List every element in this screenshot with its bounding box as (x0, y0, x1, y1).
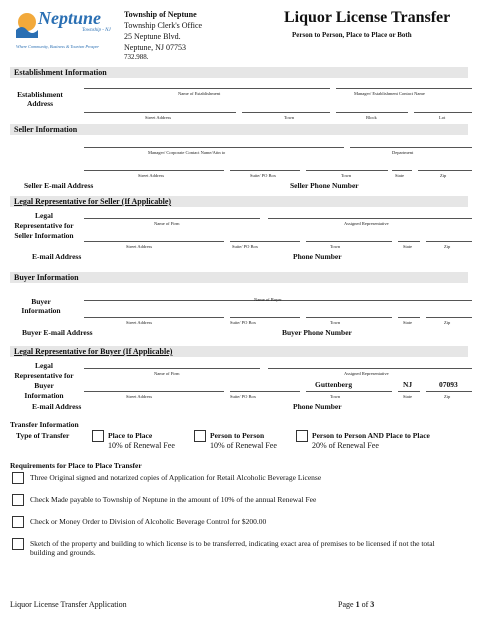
city-line: Neptune, NJ 07753 (124, 43, 186, 52)
requirement-checkbox[interactable] (12, 494, 24, 506)
township-name: Township of Neptune (124, 10, 197, 19)
caption-seller-manager: Manager/ Corporate Contact Name/Attn to (148, 150, 226, 155)
establishment-name-field[interactable] (84, 88, 330, 89)
seller-town-field[interactable] (306, 170, 388, 171)
caption-department: Department (392, 150, 414, 155)
establishment-address-label: Establishment Address (17, 90, 63, 108)
seller-rep-firm-field[interactable] (84, 218, 260, 219)
section-establishment (10, 67, 468, 78)
option-title: Person to Person AND Place to Place (312, 431, 430, 440)
caption-state: State (395, 173, 404, 178)
buyer-rep-suite-field[interactable] (230, 391, 300, 392)
section-buyer-rep (10, 346, 468, 357)
township-address (124, 9, 202, 62)
street-line: 25 Neptune Blvd. (124, 32, 181, 41)
caption-street: Street Address (126, 244, 153, 249)
establishment-town-field[interactable] (242, 112, 330, 113)
section-seller (10, 124, 468, 135)
seller-rep-phone-label: Phone Number (293, 252, 342, 261)
caption-state: State (403, 244, 412, 249)
option-title: Place to Place (108, 431, 153, 440)
seller-rep-street-field[interactable] (84, 241, 224, 242)
buyer-rep-state-field[interactable] (398, 391, 420, 392)
caption-zip: Zip (444, 244, 451, 249)
buyer-email-label: Buyer E-mail Address (22, 328, 93, 337)
option-fee: 20% of Renewal Fee (312, 441, 379, 450)
buyer-rep-label: Legal Representative for Buyer Information (14, 361, 74, 400)
caption-town: Town (330, 320, 341, 325)
caption-zip: Zip (444, 320, 451, 325)
seller-rep-assigned-field[interactable] (268, 218, 472, 219)
caption-state: State (403, 320, 412, 325)
section-title: Buyer Information (14, 273, 79, 282)
neptune-logo (14, 6, 114, 50)
option-title: Person to Person (210, 431, 265, 440)
caption-town: Town (284, 115, 295, 120)
page-current: 1 (355, 600, 360, 609)
seller-rep-label: Legal Representative for Seller Information (14, 211, 74, 240)
seller-state-field[interactable] (392, 170, 412, 171)
caption-zip: Zip (444, 394, 451, 399)
buyer-state-field[interactable] (398, 317, 420, 318)
buyer-rep-assigned-field[interactable] (268, 368, 472, 369)
transfer-heading: Transfer Information (10, 420, 79, 429)
caption-street: Street Address (126, 394, 153, 399)
requirement-text: Check Made payable to Township of Neptune in the amount of 10% of the annual Renewal Fee (30, 495, 317, 504)
buyer-street-field[interactable] (84, 317, 224, 318)
sun-wave-icon (14, 10, 40, 40)
requirement-checkbox[interactable] (12, 516, 24, 528)
buyer-rep-town-field[interactable] (306, 391, 392, 392)
phone-line: 732.988. (124, 53, 149, 61)
seller-phone-label: Seller Phone Number (290, 181, 359, 190)
option-fee: 10% of Renewal Fee (108, 441, 175, 450)
both-transfer-checkbox[interactable] (296, 430, 308, 442)
buyer-rep-town-value[interactable]: Guttenberg (315, 380, 353, 389)
seller-rep-email-label: E-mail Address (32, 252, 82, 261)
caption-assigned: Assigned Representative (344, 371, 389, 376)
buyer-suite-field[interactable] (230, 317, 300, 318)
requirement-text: Sketch of the property and building to which license is to be transferred, indicating exact area of premises to be licensed if not the total building and grounds. (30, 539, 435, 557)
section-title: Seller Information (14, 125, 78, 134)
caption-buyer-name: Name of Buyer (254, 297, 282, 302)
caption-name-of-establishment: Name of Establishment (178, 91, 221, 96)
caption-zip: Zip (440, 173, 447, 178)
seller-department-field[interactable] (350, 147, 472, 148)
page-title: Liquor License Transfer (284, 9, 451, 26)
footer-title: Liquor License Transfer Application (10, 600, 127, 609)
caption-town: Town (330, 244, 341, 249)
buyer-rep-firm-field[interactable] (84, 368, 260, 369)
section-seller-rep (10, 196, 468, 207)
requirement-text: Three Original signed and notarized copies of Application for Retail Alcoholic Beverage License (30, 473, 322, 482)
clerk-office: Township Clerk's Office (124, 21, 203, 30)
caption-suite: Suite/ PO Box (250, 173, 277, 178)
page-prefix: Page (338, 600, 356, 609)
place-to-place-checkbox[interactable] (92, 430, 104, 442)
establishment-block-field[interactable] (336, 112, 408, 113)
seller-rep-zip-field[interactable] (426, 241, 472, 242)
caption-town: Town (341, 173, 352, 178)
requirements-heading: Requirements for Place to Place Transfer (10, 461, 142, 470)
establishment-lot-field[interactable] (414, 112, 472, 113)
buyer-rep-zip-field[interactable] (426, 391, 472, 392)
seller-rep-suite-field[interactable] (230, 241, 300, 242)
page-total: 3 (370, 600, 375, 609)
page-number (338, 600, 374, 609)
transfer-type-label: Type of Transfer (16, 431, 70, 440)
manager-contact-field[interactable] (336, 88, 472, 89)
caption-firm: Name of Firm (154, 371, 180, 376)
requirement-checkbox[interactable] (12, 472, 24, 484)
logo-tagline: Where Community, Business & Tourism Prosper (16, 44, 100, 49)
caption-street: Street Address (145, 115, 172, 120)
caption-town: Town (330, 394, 341, 399)
seller-manager-field[interactable] (84, 147, 344, 148)
caption-block: Block (366, 115, 377, 120)
seller-rep-state-field[interactable] (398, 241, 420, 242)
logo-name: Neptune (38, 8, 101, 28)
seller-suite-field[interactable] (230, 170, 300, 171)
caption-suite: Suite/ PO Box (230, 320, 257, 325)
caption-manager-contact: Manager/ Establishment Contact Name (354, 91, 425, 96)
seller-rep-town-field[interactable] (306, 241, 392, 242)
buyer-town-field[interactable] (306, 317, 392, 318)
caption-suite: Suite/ PO Box (230, 394, 257, 399)
section-title: Establishment Information (14, 68, 107, 77)
page-of: of (359, 600, 371, 609)
logo-sub: Township - NJ (82, 28, 111, 33)
seller-email-label: Seller E-mail Address (24, 181, 94, 190)
section-title: Legal Representative for Buyer (If Applicable) (14, 347, 173, 356)
buyer-zip-field[interactable] (426, 317, 472, 318)
caption-state: State (403, 394, 412, 399)
buyer-rep-state-value[interactable]: NJ (403, 380, 413, 389)
caption-lot: Lot (439, 115, 446, 120)
seller-street-field[interactable] (84, 170, 224, 171)
page-subtitle: Person to Person, Place to Place or Both (292, 31, 412, 39)
buyer-phone-label: Buyer Phone Number (282, 328, 352, 337)
caption-suite: Suite/ PO Box (232, 244, 259, 249)
person-to-person-checkbox[interactable] (194, 430, 206, 442)
buyer-info-label: Buyer Information (21, 297, 61, 315)
seller-zip-field[interactable] (418, 170, 472, 171)
requirement-checkbox[interactable] (12, 538, 24, 550)
buyer-rep-zip-value[interactable]: 07093 (439, 380, 458, 389)
buyer-rep-street-field[interactable] (84, 391, 224, 392)
caption-firm: Name of Firm (154, 221, 180, 226)
section-buyer (10, 272, 468, 283)
caption-street: Street Address (126, 320, 153, 325)
option-fee: 10% of Renewal Fee (210, 441, 277, 450)
caption-street: Street Address (138, 173, 165, 178)
buyer-rep-phone-label: Phone Number (293, 402, 342, 411)
requirement-text: Check or Money Order to Division of Alcoholic Beverage Control for $200.00 (30, 517, 267, 526)
section-title: Legal Representative for Seller (If Applicable) (14, 197, 172, 206)
caption-assigned: Assigned Representative (344, 221, 389, 226)
establishment-street-field[interactable] (84, 112, 236, 113)
buyer-rep-email-label: E-mail Address (32, 402, 82, 411)
